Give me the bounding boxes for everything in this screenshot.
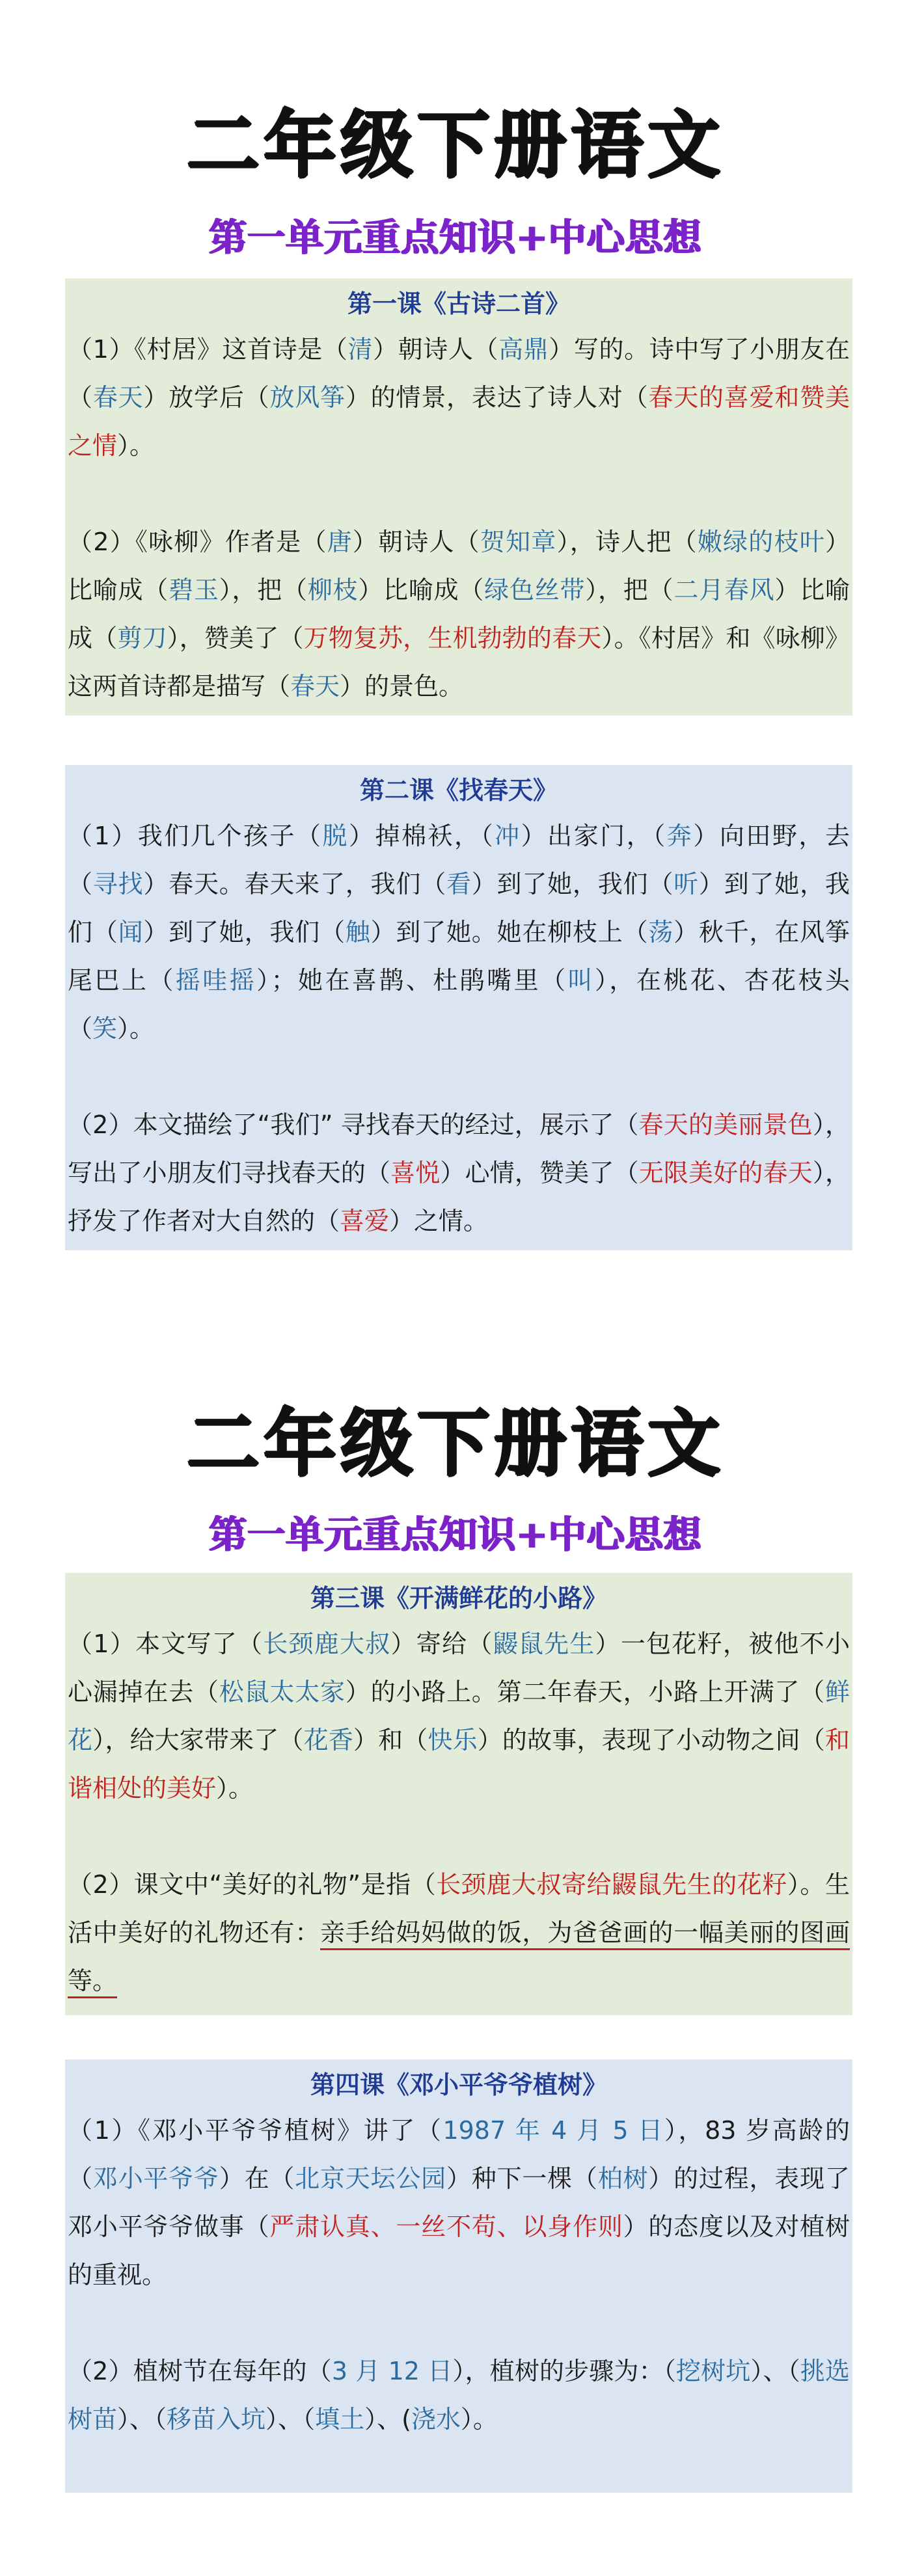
text-segment: ）和（ [353, 1726, 428, 1754]
answer-keyword: 1987 年 4 月 5 日 [442, 2116, 664, 2145]
answer-keyword: 鼹鼠先生 [493, 1630, 595, 1658]
text-segment: ）到了她。她在柳枝上（ [370, 918, 649, 946]
page-title: 二年级下册语文 [187, 103, 724, 188]
text-segment: ）的情景，表达了诗人对（ [345, 383, 649, 412]
text-segment: ），写出了小朋友们寻找春天的（ [68, 1110, 850, 1187]
text-segment: ），抒发了作者对大自然的（ [68, 1159, 850, 1235]
text-segment: （2）《咏柳》作者是（ [68, 528, 327, 556]
text-segment: ）的故事，表现了小动物之间（ [477, 1726, 825, 1754]
answer-keyword: 脱 [322, 822, 349, 850]
text-segment: ），给大家带来了（ [92, 1726, 304, 1754]
text-segment: ）向田野，去（ [68, 822, 850, 898]
answer-keyword: 绿色丝带 [484, 576, 586, 604]
lesson-4-title: 第四课《邓小平爷爷植树》 [310, 2071, 607, 2099]
lesson-3-paragraph-2 [68, 1860, 850, 2005]
text-segment: ）的过程，表现了邓小平爷爷做事（ [68, 2164, 850, 2241]
answer-key-phrase: 无限美好的春天 [638, 1159, 813, 1187]
answer-key-phrase: 万物复苏，生机勃勃的春天 [303, 624, 602, 652]
text-segment: ）的态度以及对植树的重视。 [68, 2212, 850, 2289]
text-segment: ）在（ [219, 2164, 295, 2193]
text-segment: ）。生活中美好的礼物还有： [68, 1870, 850, 1947]
answer-keyword: 挑选树苗 [68, 2357, 850, 2434]
answer-keyword: 柳枝 [307, 576, 359, 604]
text-segment: ）、（ [265, 2405, 316, 2434]
text-segment: ），83 岁高龄的（ [68, 2116, 850, 2193]
text-segment: （1）《邓小平爷爷植树》讲了（ [68, 2116, 443, 2145]
answer-keyword: 唐 [327, 528, 353, 556]
text-segment: ）、（ [750, 2357, 800, 2385]
answer-keyword: 长颈鹿大叔 [263, 1630, 391, 1658]
answer-keyword: 寻找 [92, 870, 144, 898]
answer-keyword: 高鼎 [498, 335, 549, 364]
text-segment: ），把（ [219, 576, 308, 604]
answer-key-phrase: 长颈鹿大叔寄给鼹鼠先生的花籽 [436, 1870, 787, 1899]
text-segment: ），诗人把（ [556, 528, 698, 556]
lesson-1-paragraph-2 [68, 518, 850, 710]
answer-key-phrase: 春天的喜爱和赞美之情 [68, 383, 850, 460]
lesson-1-card [65, 278, 852, 716]
text-segment: ）。 [117, 431, 155, 460]
text-segment: ）放学后（ [143, 383, 270, 412]
text-segment: ）寄给（ [390, 1630, 493, 1658]
text-segment: （1）《村居》这首诗是（ [68, 335, 348, 364]
answer-keyword: 闻 [118, 918, 144, 946]
answer-keyword: 碧玉 [169, 576, 219, 604]
text-segment: ）秋千，在风筝尾巴上（ [68, 918, 850, 995]
text-segment: ），在桃花、杏花枝头（ [68, 966, 850, 1043]
text-segment: ），植树的步骤为：（ [452, 2357, 676, 2385]
lesson-4-card [65, 2059, 852, 2493]
answer-keyword: 看 [446, 870, 472, 898]
lesson-2-title: 第二课《找春天》 [359, 776, 558, 805]
text-segment: ）比喻成（ [68, 528, 850, 604]
answer-key-phrase: 春天的美丽景色 [638, 1110, 813, 1139]
answer-keyword: 3 月 12 日 [331, 2357, 453, 2385]
text-segment: ）写的。诗中写了小朋友在（ [68, 335, 850, 412]
answer-keyword: 春天 [290, 672, 340, 701]
text-segment: （2）本文描绘了“我们” 寻找春天的经过，展示了（ [68, 1110, 639, 1139]
text-segment: （1）本文写了（ [68, 1630, 264, 1658]
lesson-2-paragraph-2 [68, 1101, 850, 1245]
answer-keyword: 松鼠太太家 [219, 1678, 346, 1706]
text-segment: ）到了她，我们（ [68, 870, 850, 946]
text-segment: （2）植树节在每年的（ [68, 2357, 332, 2385]
answer-keyword: 笑 [92, 1014, 118, 1043]
lesson-2-card [65, 765, 852, 1250]
answer-keyword: 春天 [92, 383, 144, 412]
answer-keyword: 浇水 [411, 2405, 461, 2434]
answer-keyword: 北京天坛公园 [295, 2164, 446, 2193]
answer-keyword: 听 [673, 870, 699, 898]
text-segment: （1）我们几个孩子（ [68, 822, 323, 850]
page-subtitle: 第一单元重点知识+中心思想 [209, 215, 702, 260]
answer-key-phrase: 和谐相处的美好 [68, 1726, 850, 1803]
text-segment: ）出家门，（ [521, 822, 667, 850]
text-segment: ）比喻成（ [358, 576, 485, 604]
answer-key-phrase: 喜悦 [390, 1159, 441, 1187]
text-segment: ）心情，赞美了（ [440, 1159, 639, 1187]
text-segment: ）到了她，我们（ [143, 918, 346, 946]
text-segment: ），赞美了（ [167, 624, 304, 652]
answer-keyword: 奔 [666, 822, 694, 850]
answer-keyword: 荡 [648, 918, 674, 946]
text-segment: ）到了她，我们（ [471, 870, 674, 898]
answer-keyword: 触 [345, 918, 371, 946]
answer-key-phrase: 严肃认真、一丝不苟、以身作则 [269, 2212, 623, 2241]
answer-keyword: 清 [347, 335, 374, 364]
answer-keyword: 嫩绿的枝叶 [697, 528, 825, 556]
text-segment: ）。 [117, 1014, 155, 1043]
answer-key-phrase: 喜爱 [340, 1207, 390, 1235]
underlined-example: 亲手给妈妈做的饭，为爸爸画的一幅美丽的图画等。 [68, 1918, 850, 1998]
lesson-3-title: 第三课《开满鲜花的小路》 [310, 1584, 607, 1613]
text-segment: ）的景色。 [340, 672, 464, 701]
text-segment: ）掉棉袄，（ [348, 822, 495, 850]
lesson-2-paragraph-1 [68, 812, 850, 1053]
lesson-4-paragraph-2 [68, 2347, 850, 2443]
answer-keyword: 花香 [303, 1726, 353, 1754]
page-title-2: 二年级下册语文 [187, 1402, 724, 1486]
answer-keyword: 挖树坑 [675, 2357, 751, 2385]
text-segment: ）。 [216, 1774, 254, 1803]
text-segment: ）、（ [117, 2405, 167, 2434]
text-segment: ）的小路上。第二年春天，小路上开满了（ [345, 1678, 825, 1706]
answer-keyword: 冲 [495, 822, 521, 850]
answer-keyword: 叫 [567, 966, 595, 995]
answer-keyword: 柏树 [597, 2164, 649, 2193]
text-segment: ），把（ [585, 576, 674, 604]
answer-keyword: 移苗入坑 [167, 2405, 266, 2434]
text-segment: ）朝诗人（ [352, 528, 480, 556]
text-segment: （2）课文中“美好的礼物”是指（ [68, 1870, 437, 1899]
lesson-1-paragraph-1 [68, 325, 850, 470]
text-segment: ）、( [364, 2405, 411, 2434]
text-segment: ）。 [460, 2405, 498, 2434]
text-segment: ）朝诗人（ [373, 335, 499, 364]
lesson-3-card [65, 1573, 852, 2015]
answer-keyword: 贺知章 [480, 528, 557, 556]
answer-keyword: 快乐 [428, 1726, 478, 1754]
answer-keyword: 剪刀 [117, 624, 167, 652]
text-segment: ）；她在喜鹊、杜鹃嘴里（ [256, 966, 568, 995]
answer-keyword: 邓小平爷爷 [92, 2164, 219, 2193]
answer-keyword: 鲜花 [68, 1678, 850, 1754]
lesson-1-title: 第一课《古诗二首》 [347, 289, 570, 318]
text-segment: ）种下一棵（ [446, 2164, 598, 2193]
page-subtitle-2: 第一单元重点知识+中心思想 [209, 1512, 702, 1557]
answer-keyword: 填土 [315, 2405, 365, 2434]
answer-keyword: 摇哇摇 [175, 966, 257, 995]
answer-keyword: 二月春风 [673, 576, 775, 604]
lesson-4-paragraph-1 [68, 2106, 850, 2299]
text-segment: ）一包花籽，被他不小心漏掉在去（ [68, 1630, 850, 1706]
text-segment: ）春天。春天来了，我们（ [143, 870, 446, 898]
lesson-3-paragraph-1 [68, 1620, 850, 1812]
text-segment: ）之情。 [389, 1207, 489, 1235]
text-segment: ）。《村居》和《咏柳》这两首诗都是描写（ [68, 624, 850, 701]
answer-keyword: 放风筝 [269, 383, 346, 412]
text-segment: ）比喻成（ [68, 576, 850, 652]
